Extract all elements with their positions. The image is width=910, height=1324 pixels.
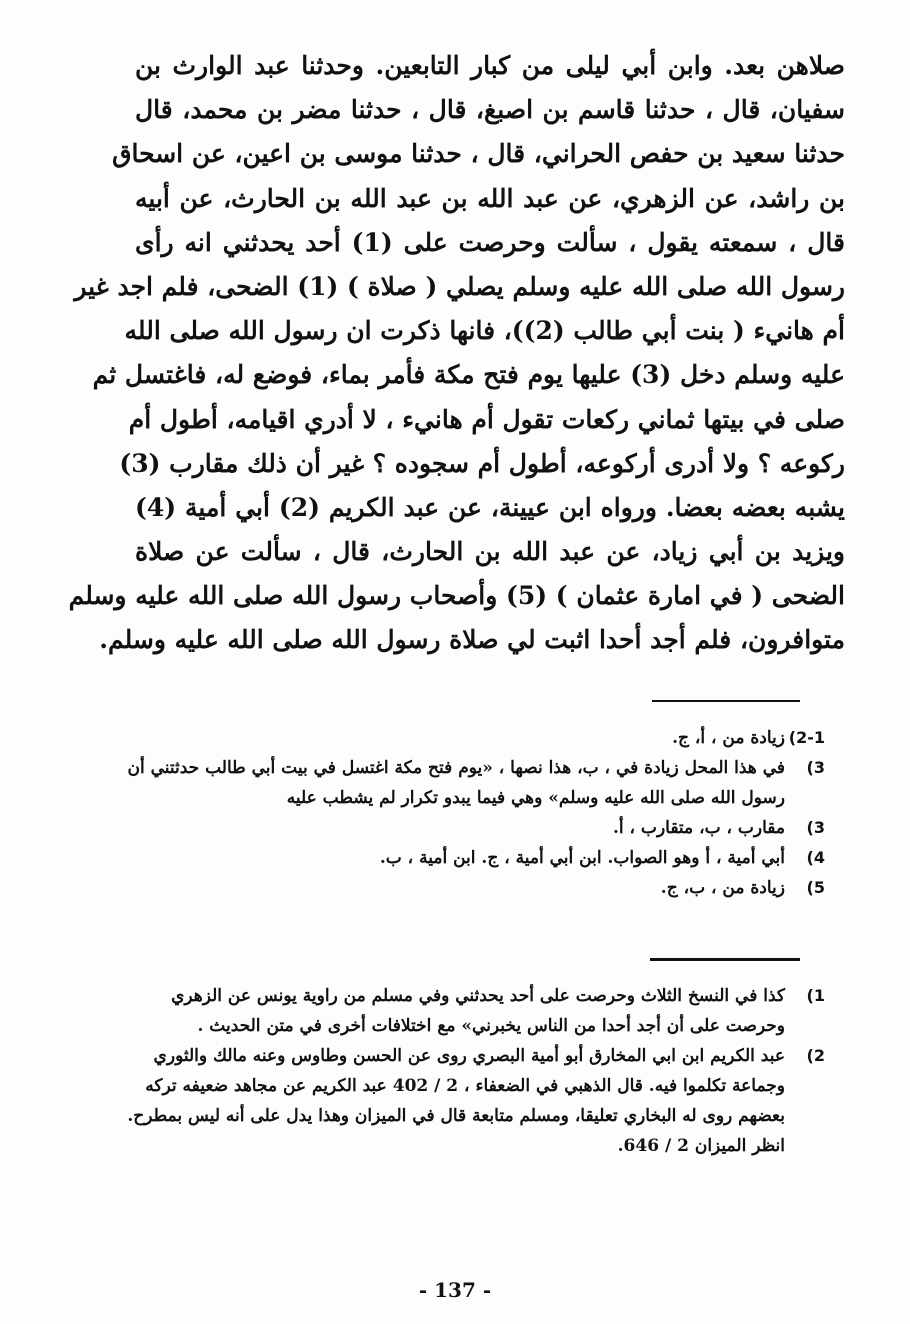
text-line: سفيان، قال ، حدثنا قاسم بن اصبغ، قال ، حدثنا مضر بن محمد، قال	[135, 95, 845, 125]
text-line: حدثنا سعيد بن حفص الحراني، قال ، حدثنا موسى بن اعين، عن اسحاق	[112, 139, 845, 169]
footnote-number: 3)	[806, 818, 825, 837]
main-text-block	[68, 44, 846, 663]
footnote	[125, 753, 825, 813]
text-line: صلى في بيتها ثماني ركعات تقول أم هانيء ، لا أدري اقيامه، أطول أم	[128, 404, 845, 434]
footnote-text: زيادة من ، ب، ج.	[660, 878, 785, 898]
footnote-number: 4)	[806, 848, 825, 867]
footnote-text: كذا في النسخ الثلاث وحرصت على أحد يحدثني وفي مسلم من راوية يونس عن الزهري وحرصت على أن أجد أحدا من الناس يخبرني» مع اختلافات أخرى في متن الحديث .	[171, 986, 785, 1036]
text-line: رسول الله صلى الله عليه وسلم يصلي ( صلاة ) (1) الضحى، فلم اجد غير	[74, 271, 845, 301]
text-line: عليه وسلم دخل (3) عليها يوم فتح مكة فأمر بماء، فوضع له، فاغتسل ثم	[92, 360, 845, 390]
commentary-notes	[125, 981, 825, 1161]
footnote	[125, 981, 825, 1041]
footnote-divider	[650, 958, 800, 961]
footnote-number: 1)	[806, 986, 825, 1005]
text-line: ركوعه ؟ ولا أدرى أركوعه، أطول أم سجوده ؟ غير أن ذلك مقارب (3)	[119, 448, 845, 478]
footnote-number: 3)	[806, 758, 825, 777]
footnote	[125, 813, 825, 843]
footnote	[125, 1041, 825, 1161]
footnote	[125, 843, 825, 873]
text-line: صلاهن بعد. وابن أبي ليلى من كبار التابعين. وحدثنا عبد الوارث بن	[135, 51, 845, 80]
footnote-text: زيادة من ، أ، ج.	[672, 728, 785, 748]
footnote-divider	[652, 700, 800, 702]
text-line: يشبه بعضه بعضا. ورواه ابن عيينة، عن عبد الكريم (2) أبي أمية (4)	[135, 492, 846, 522]
text-line: الضحى ( في امارة عثمان ) (5) وأصحاب رسول الله صلى الله عليه وسلم	[68, 581, 845, 611]
footnote-text: مقارب ، ب، متقارب ، أ.	[612, 818, 785, 838]
footnote-number: 2-1)	[788, 728, 825, 747]
text-line: أم هانيء ( بنت أبي طالب (2))، فانها ذكرت ان رسول الله صلى الله	[124, 316, 845, 346]
footnote-text: أبي أمية ، أ وهو الصواب. ابن أبي أمية ، ج. ابن أمية ، ب.	[379, 848, 785, 868]
text-line: ويزيد بن أبي زياد، عن عبد الله بن الحارث، قال ، سألت عن صلاة	[135, 537, 845, 567]
footnote-text: عبد الكريم ابن ابي المخارق أبو أمية البصري روى عن الحسن وطاوس وعنه مالك والثوري وجماعة تكلموا فيه. قال الذهبي في الضعفاء ، 2 / 402 عبد الكريم عن مجاهد ضعيفه تركه بعضهم روى له البخاري تعليقا، ومسلم متابعة قال في الميزان وهذا يدل على أنه ليس بمطرح. انظر الميزان 2 / 646.	[127, 1046, 785, 1156]
footnote-number: 2)	[806, 1046, 825, 1065]
variant-notes	[125, 723, 825, 903]
text-line: متوافرون، فلم أجد أحدا اثبت لي صلاة رسول الله صلى الله عليه وسلم.	[99, 625, 845, 655]
footnote	[125, 873, 825, 903]
text-line: قال ، سمعته يقول ، سألت وحرصت على (1) أحد يحدثني انه رأى	[135, 227, 845, 257]
footnote-text: في هذا المحل زيادة في ، ب، هذا نصها ، «يوم فتح مكة اغتسل في بيت أبي طالب حدثتني أن رسول الله صلى الله عليه وسلم» وهي فيما يبدو تكرار لم يشطب عليه	[127, 758, 785, 808]
text-line: بن راشد، عن الزهري، عن عبد الله بن عبد الله بن الحارث، عن أبيه	[135, 183, 845, 213]
footnote	[125, 723, 825, 753]
footnote-number: 5)	[806, 878, 825, 897]
page-number: - 137 -	[418, 1278, 492, 1302]
